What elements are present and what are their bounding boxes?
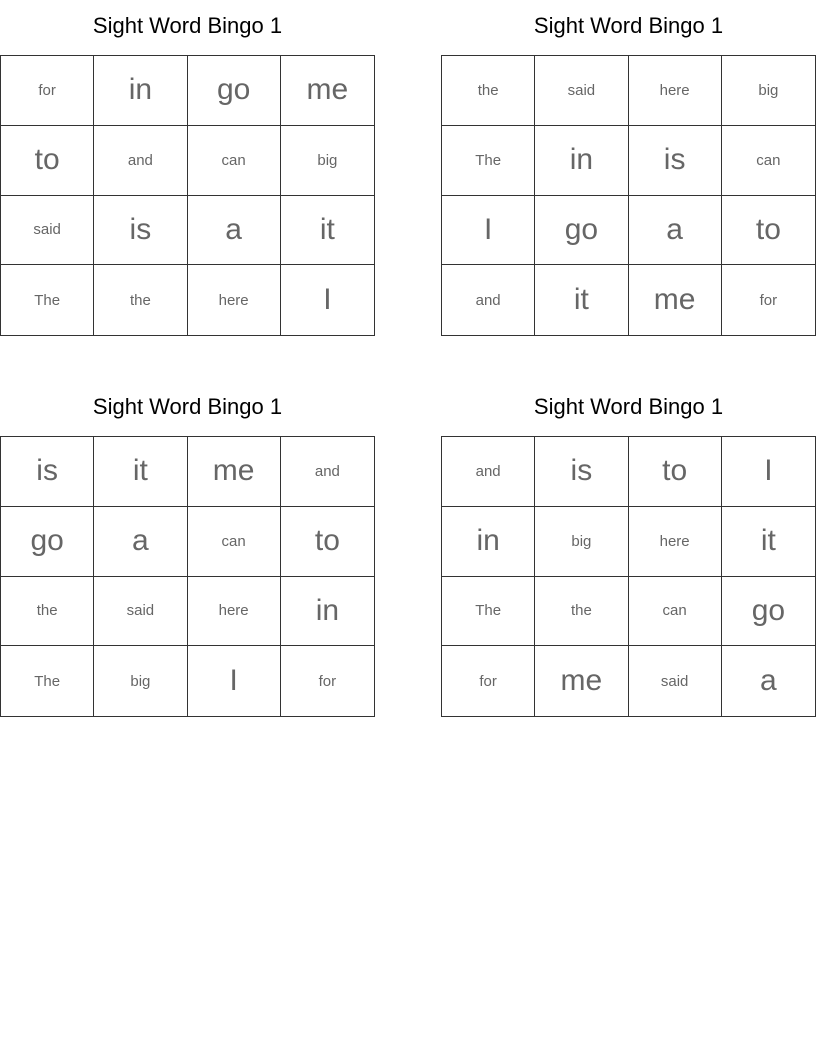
bingo-cell: I	[442, 196, 535, 266]
bingo-cell: in	[442, 507, 535, 577]
bingo-cell: for	[1, 56, 94, 126]
bingo-cell: go	[722, 577, 815, 647]
bingo-cell: and	[442, 265, 535, 335]
bingo-cell: a	[94, 507, 187, 577]
bingo-cell: is	[94, 196, 187, 266]
bingo-cell: the	[94, 265, 187, 335]
bingo-cell: to	[722, 196, 815, 266]
bingo-cell: said	[94, 577, 187, 647]
bingo-card	[441, 389, 816, 698]
bingo-cell: and	[94, 126, 187, 196]
bingo-grid	[441, 55, 816, 336]
bingo-card	[441, 8, 816, 317]
bingo-cell: it	[535, 265, 628, 335]
bingo-cell: I	[323, 283, 332, 317]
bingo-cell: big	[281, 126, 374, 196]
bingo-cell: The	[442, 126, 535, 196]
bingo-cell: a	[188, 196, 281, 266]
bingo-cell: here	[629, 507, 722, 577]
bingo-cell: go	[1, 507, 94, 577]
bingo-cell: to	[629, 437, 722, 507]
bingo-cell: me	[535, 646, 628, 716]
bingo-cell: I	[188, 646, 281, 716]
bingo-cell: for	[759, 291, 778, 309]
bingo-cell: The	[1, 265, 94, 335]
card-title: Sight Word Bingo 1	[533, 13, 724, 38]
card-title: Sight Word Bingo 1	[533, 394, 724, 419]
bingo-cell: the	[1, 577, 94, 647]
bingo-grid	[0, 436, 375, 717]
bingo-cell: in	[535, 126, 628, 196]
bingo-cell: the	[535, 577, 628, 647]
bingo-cell: in	[94, 56, 187, 126]
bingo-cell: it	[94, 437, 187, 507]
bingo-cell: can	[722, 126, 815, 196]
bingo-cell: in	[281, 577, 374, 647]
bingo-cell: big	[94, 646, 187, 716]
bingo-cell: to	[281, 507, 374, 577]
card-title: Sight Word Bingo 1	[92, 13, 283, 38]
bingo-cell: for	[442, 646, 535, 716]
bingo-cell: can	[188, 507, 281, 577]
bingo-cell: I	[722, 437, 815, 507]
bingo-cell: is	[535, 437, 628, 507]
bingo-cell: go	[535, 196, 628, 266]
bingo-cell: is	[629, 126, 722, 196]
bingo-cell: said	[1, 196, 94, 266]
bingo-cell: me	[281, 56, 374, 126]
bingo-cell: me	[188, 437, 281, 507]
bingo-cell: here	[188, 265, 281, 335]
bingo-cell: said	[535, 56, 628, 126]
bingo-cell: a	[629, 196, 722, 266]
bingo-cell: for	[318, 672, 337, 690]
bingo-cell: can	[188, 126, 281, 196]
bingo-cell: is	[1, 437, 94, 507]
bingo-cell: The	[442, 577, 535, 647]
bingo-grid	[441, 436, 816, 717]
bingo-cell: and	[281, 437, 374, 507]
bingo-cell: it	[281, 196, 374, 266]
bingo-cell: and	[442, 437, 535, 507]
bingo-cell: can	[629, 577, 722, 647]
bingo-cell: said	[629, 646, 722, 716]
bingo-cell: a	[760, 664, 777, 698]
bingo-cell: it	[722, 507, 815, 577]
bingo-cell: here	[188, 577, 281, 647]
bingo-cell: to	[1, 126, 94, 196]
card-title: Sight Word Bingo 1	[92, 394, 283, 419]
bingo-cell: big	[722, 56, 815, 126]
bingo-grid	[0, 55, 375, 336]
bingo-cell: here	[629, 56, 722, 126]
bingo-cell: The	[1, 646, 94, 716]
bingo-card	[0, 8, 375, 317]
bingo-cell: the	[442, 56, 535, 126]
bingo-cell: big	[535, 507, 628, 577]
bingo-cell: me	[629, 265, 722, 335]
bingo-card	[0, 389, 375, 698]
bingo-cell: go	[188, 56, 281, 126]
